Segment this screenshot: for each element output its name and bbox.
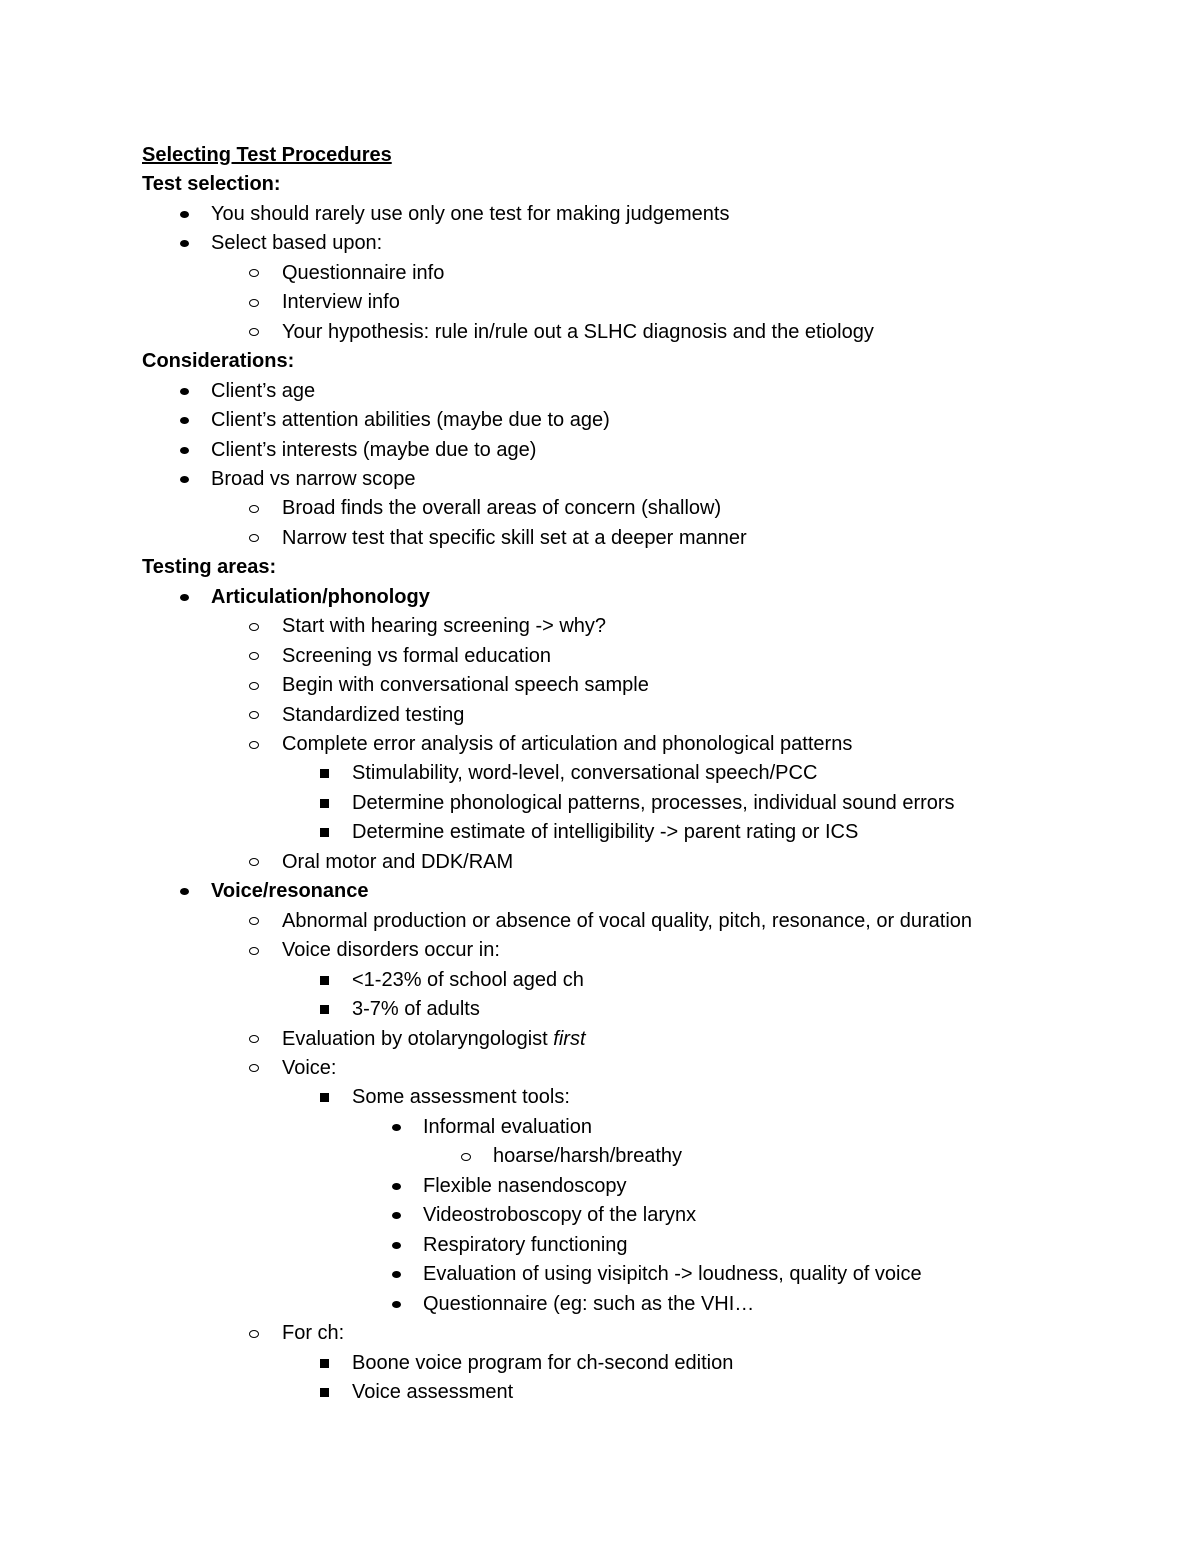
- list-item-label: Some assessment tools:: [352, 1086, 570, 1109]
- list-item-label: Determine estimate of intelligibility -> parent rating or ICS: [352, 821, 859, 844]
- list-item-label: Broad vs narrow scope: [211, 467, 416, 490]
- disc-bullet-icon: [390, 1290, 402, 1319]
- disc-bullet-icon: [390, 1172, 402, 1201]
- list-item-text: [352, 1349, 733, 1378]
- disc-bullet-icon: [178, 465, 190, 494]
- list-item-label: Respiratory functioning: [423, 1233, 628, 1256]
- list-item-label: Voice:: [282, 1056, 337, 1079]
- circle-bullet-icon: [460, 1142, 472, 1171]
- disc-bullet-icon: [178, 406, 190, 435]
- circle-bullet-icon: [248, 730, 260, 759]
- list-item-text: [352, 995, 480, 1024]
- list-item-label: You should rarely use only one test for making judgements: [211, 202, 730, 225]
- circle-bullet-icon: [248, 259, 260, 288]
- list-item-text: [282, 642, 551, 671]
- disc-bullet-icon: [390, 1260, 402, 1289]
- page-title: Selecting Test Procedures: [142, 144, 392, 166]
- circle-bullet-icon: [248, 848, 260, 877]
- list-item-text: [352, 789, 955, 818]
- circle-bullet-icon: [248, 642, 260, 671]
- list-item-text: [282, 936, 500, 965]
- square-bullet-icon: [318, 995, 330, 1024]
- list-item-text: [352, 759, 817, 788]
- list-item-label: 3-7% of adults: [352, 998, 480, 1020]
- disc-bullet-icon: [178, 877, 190, 906]
- list-item-text: [282, 907, 972, 936]
- circle-bullet-icon: [248, 494, 260, 523]
- circle-bullet-icon: [248, 1025, 260, 1054]
- list-item-label: Evaluation of using visipitch -> loudness, quality of voice: [423, 1263, 922, 1286]
- list-item-label: Voice disorders occur in:: [282, 939, 500, 962]
- list-item-label: hoarse/harsh/breathy: [493, 1145, 683, 1168]
- list-item-text: [211, 877, 368, 906]
- list-item-text: [423, 1113, 592, 1142]
- list-item-label: Voice assessment: [352, 1380, 514, 1403]
- list-item-text: [211, 436, 536, 465]
- section-heading: Considerations:: [142, 350, 295, 373]
- list-item-text: [423, 1290, 754, 1319]
- square-bullet-icon: [318, 966, 330, 995]
- circle-bullet-icon: [248, 1054, 260, 1083]
- list-item-label: Your hypothesis: rule in/rule out a SLHC diagnosis and the etiology: [282, 320, 874, 343]
- disc-bullet-icon: [390, 1231, 402, 1260]
- list-item-label: Boone voice program for ch-second edition: [352, 1351, 734, 1374]
- disc-bullet-icon: [178, 583, 190, 612]
- list-item-label: Voice/resonance: [211, 880, 369, 903]
- disc-bullet-icon: [390, 1201, 402, 1230]
- list-item-text: [352, 966, 584, 995]
- list-item-label: Client’s interests (maybe due to age): [211, 438, 537, 461]
- list-item-label: Articulation/phonology: [211, 585, 430, 608]
- list-item-text: [282, 612, 606, 641]
- square-bullet-icon: [318, 759, 330, 788]
- circle-bullet-icon: [248, 1319, 260, 1348]
- list-item-text: [352, 1083, 570, 1112]
- list-item-text: [423, 1231, 628, 1260]
- list-item-label: Narrow test that specific skill set at a deeper manner: [282, 526, 747, 549]
- list-item-label: Standardized testing: [282, 703, 465, 726]
- circle-bullet-icon: [248, 524, 260, 553]
- circle-bullet-icon: [248, 907, 260, 936]
- circle-bullet-icon: [248, 701, 260, 730]
- disc-bullet-icon: [178, 229, 190, 258]
- section-heading: Test selection:: [142, 173, 281, 196]
- list-item-text: [211, 465, 416, 494]
- list-item-text: [282, 494, 721, 523]
- list-item-text: [282, 730, 852, 759]
- circle-bullet-icon: [248, 318, 260, 347]
- square-bullet-icon: [318, 818, 330, 847]
- list-item-text: [423, 1201, 696, 1230]
- list-item-label: Questionnaire info: [282, 261, 445, 284]
- list-item-label: Questionnaire (eg: such as the VHI…: [423, 1292, 755, 1315]
- list-item-label: Informal evaluation: [423, 1115, 592, 1138]
- circle-bullet-icon: [248, 288, 260, 317]
- list-item-text: [282, 701, 464, 730]
- list-item-label: Broad finds the overall areas of concern (shallow): [282, 497, 722, 520]
- disc-bullet-icon: [178, 200, 190, 229]
- list-item-text: [211, 229, 382, 258]
- list-item-text: [211, 406, 610, 435]
- list-item-text: [282, 671, 649, 700]
- list-item-label: For ch:: [282, 1322, 345, 1344]
- list-item-text: [282, 524, 747, 553]
- list-item-label: Client’s attention abilities (maybe due to age): [211, 409, 610, 432]
- list-item-text: [211, 583, 430, 612]
- disc-bullet-icon: [178, 377, 190, 406]
- section-heading: Testing areas:: [142, 556, 277, 579]
- list-item-label: <1-23% of school aged ch: [352, 968, 584, 991]
- list-item-text: [282, 1025, 586, 1054]
- list-item-text: [282, 1319, 344, 1348]
- list-item-text: [282, 288, 400, 317]
- list-item-label: Abnormal production or absence of vocal quality, pitch, resonance, or duration: [282, 909, 973, 932]
- list-item-text: [423, 1172, 626, 1201]
- list-item-text: [282, 1054, 336, 1083]
- square-bullet-icon: [318, 1349, 330, 1378]
- list-item-label: Client’s age: [211, 379, 316, 402]
- list-item-label: Videostroboscopy of the larynx: [423, 1204, 697, 1227]
- list-item-label: Screening vs formal education: [282, 644, 552, 667]
- list-item-label: Determine phonological patterns, processes, individual sound errors: [352, 791, 955, 814]
- list-item-text: [211, 377, 315, 406]
- list-item-label: Select based upon:: [211, 232, 383, 255]
- disc-bullet-icon: [178, 436, 190, 465]
- circle-bullet-icon: [248, 936, 260, 965]
- list-item-text: [352, 1378, 513, 1407]
- list-item-text: [423, 1260, 922, 1289]
- square-bullet-icon: [318, 1083, 330, 1112]
- list-item-text: [352, 818, 858, 847]
- list-item-label: Evaluation by otolaryngologist: [282, 1027, 554, 1050]
- list-item-label: Flexible nasendoscopy: [423, 1174, 627, 1197]
- list-item-label: Start with hearing screening -> why?: [282, 615, 607, 638]
- emphasis-text: first: [553, 1027, 586, 1050]
- list-item-label: Interview info: [282, 291, 400, 314]
- list-item-label: Oral motor and DDK/RAM: [282, 850, 514, 873]
- list-item-label: Complete error analysis of articulation and phonological patterns: [282, 733, 853, 755]
- list-item-label: Stimulability, word-level, conversational speech/PCC: [352, 762, 818, 785]
- list-item-text: [282, 259, 444, 288]
- list-item-label: Begin with conversational speech sample: [282, 674, 649, 697]
- list-item-text: [211, 200, 729, 229]
- list-item-text: [493, 1142, 682, 1171]
- circle-bullet-icon: [248, 612, 260, 641]
- list-item-text: [282, 318, 874, 347]
- list-item-text: [282, 848, 513, 877]
- circle-bullet-icon: [248, 671, 260, 700]
- square-bullet-icon: [318, 1378, 330, 1407]
- square-bullet-icon: [318, 789, 330, 818]
- disc-bullet-icon: [390, 1113, 402, 1142]
